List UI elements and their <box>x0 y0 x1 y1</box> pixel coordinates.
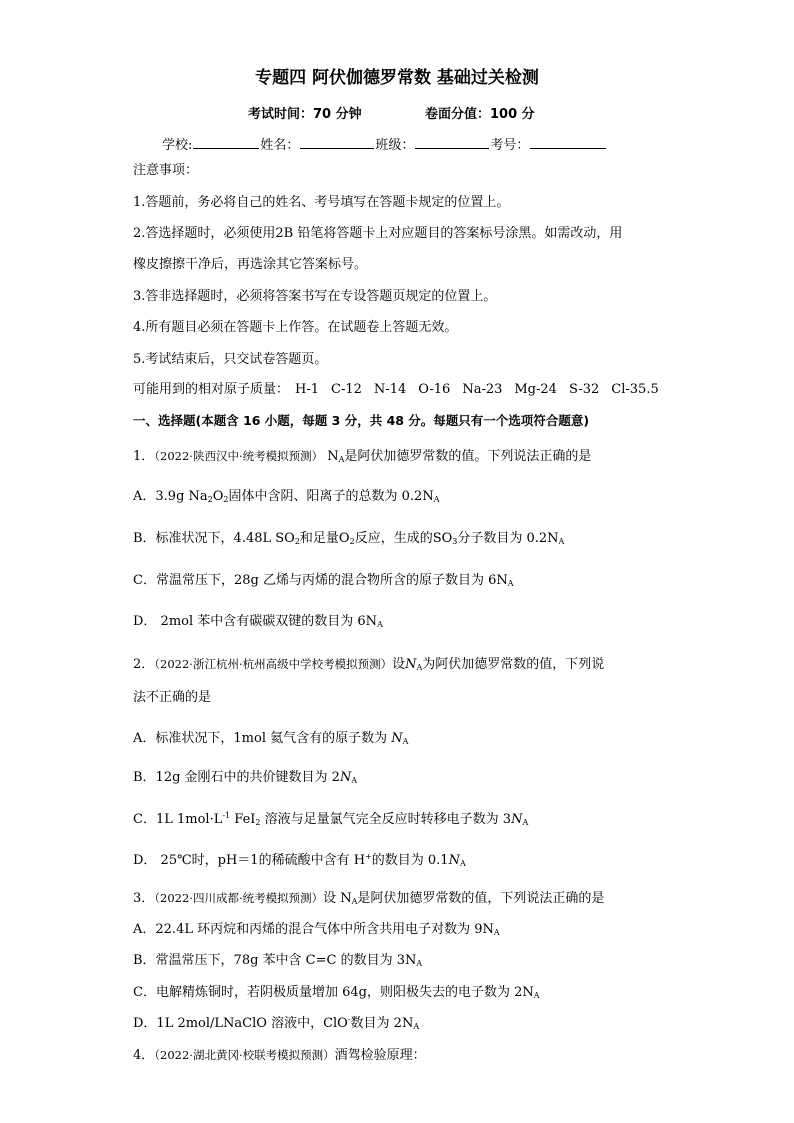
subscript: A <box>351 776 358 785</box>
option-text: D． 2mol 苯中含有碳碳双键的数目为 6N <box>133 614 378 629</box>
question-text: 是阿伏加德罗常数的值。下列说法正确的是 <box>344 449 592 464</box>
question-text: 设 <box>392 657 406 672</box>
atomic-mass-line <box>133 382 671 398</box>
subscript: 2 <box>294 537 300 546</box>
page-title: 专题四 阿伏伽德罗常数 基础过关检测 <box>255 68 539 88</box>
option-B <box>133 770 357 786</box>
atomic-mass-item: Cl-35.5 <box>611 382 659 397</box>
option-text: FeI <box>230 812 256 827</box>
question-text: 是阿伏加德罗常数的值，下列说法正确的是 <box>357 891 605 906</box>
option-text: C．1L 1mol·L <box>133 812 223 827</box>
subscript: A <box>533 991 540 1000</box>
question-number: 1． <box>133 449 155 464</box>
question-number: 3． <box>133 891 155 906</box>
atomic-mass-item: Mg-24 <box>514 382 557 397</box>
option-text: 和足量O <box>299 531 350 546</box>
subscript: 3 <box>452 537 458 546</box>
name-blank <box>300 136 374 149</box>
subscript: A <box>433 495 440 504</box>
option-text: 固体中含阴、阳离子的总数为 0.2N <box>228 489 434 504</box>
subscript: A <box>522 818 529 827</box>
subscript: 2 <box>349 537 355 546</box>
subscript: A <box>351 897 358 906</box>
notice-item: 3.答非选择题时，必须将答案书写在专设答题页规定的位置上。 <box>133 289 497 304</box>
option-text: D．1L 2mol/LNaClO 溶液中，ClO <box>133 1016 348 1031</box>
question-source: （2022·浙江杭州·杭州高级中学校考模拟预测） <box>154 657 393 671</box>
question-number: 4． <box>133 1048 155 1063</box>
option-B <box>133 953 422 969</box>
atomic-mass-item: N-14 <box>373 382 407 397</box>
option-C <box>133 573 514 589</box>
superscript: - <box>347 1015 351 1024</box>
option-C <box>133 985 540 1001</box>
symbol: N <box>327 449 339 464</box>
option-text: B．12g 金刚石中的共价键数目为 2 <box>133 770 340 785</box>
section-heading: 一、选择题(本题含 16 小题，每题 3 分，共 48 分。每题只有一个选项符合题意) <box>133 413 590 428</box>
subscript: 2 <box>207 495 213 504</box>
notice-item: 4.所有题目必须在答题卡上作答。在试题卷上答题无效。 <box>133 320 458 335</box>
symbol: N <box>405 657 417 672</box>
option-text: A．标准状况下，1mol 氦气含有的原子数为 <box>133 731 388 746</box>
question-source: （2022·四川成都·统考模拟预测） <box>154 891 324 905</box>
subscript: A <box>493 928 500 937</box>
school-label: 学校: <box>162 138 193 153</box>
subscript: 2 <box>223 495 229 504</box>
option-text: A．22.4L 环丙烷和丙烯的混合气体中所含共用电子对数为 9N <box>133 922 494 937</box>
option-text: C．电解精炼铜时，若阴极质量增加 64g，则阳极失去的电子数为 2N <box>133 985 534 1000</box>
option-text: B．常温常压下，78g 苯中含 C=C 的数目为 3N <box>133 953 417 968</box>
option-text: 溶液与足量氯气完全反应时转移电子数为 3 <box>260 812 512 827</box>
option-A: A．3.9g $Na_2O_2$固体中含阴、阳离子的总数为 $0.2N_A$ <box>133 489 440 504</box>
subscript: A <box>338 455 345 464</box>
question-3-stem <box>133 890 604 907</box>
superscript: + <box>365 852 372 861</box>
exam-time: 考试时间：70 分钟 <box>248 107 362 122</box>
option-B <box>133 531 564 547</box>
option-D <box>133 614 383 630</box>
notice-item: 橡皮擦擦干净后，再选涂其它答案标号。 <box>133 257 368 272</box>
subscript: A <box>402 737 409 746</box>
class-blank <box>415 136 489 149</box>
question-number: 2． <box>133 657 155 672</box>
atomic-mass-item: H-1 <box>295 382 320 397</box>
question-2-stem-cont: 法不正确的是 <box>133 690 212 705</box>
option-text: A．3.9g Na <box>133 489 208 504</box>
school-blank <box>193 136 259 149</box>
option-D <box>133 853 466 869</box>
student-info-line <box>162 136 607 154</box>
question-2-stem <box>133 656 604 673</box>
atomic-mass-label: 可能用到的相对原子质量： <box>133 382 290 397</box>
option-text: 的数目为 0.1 <box>371 853 449 868</box>
notice-item: 5.考试结束后，只交试卷答题页。 <box>133 352 328 367</box>
notice-heading: 注意事项： <box>133 163 199 178</box>
atomic-mass-item: C-12 <box>331 382 362 397</box>
question-text: 酒驾检验原理： <box>334 1048 426 1063</box>
name-label: 姓名： <box>260 138 300 153</box>
number-label: 考号： <box>490 138 530 153</box>
notice-item: 1.答题前，务必将自己的姓名、考号填写在答题卡规定的位置上。 <box>133 195 510 210</box>
option-A <box>133 922 500 938</box>
option-text: 分子数目为 0.2N <box>457 531 559 546</box>
number-blank <box>530 136 606 149</box>
atomic-mass-item: Na-23 <box>462 382 503 397</box>
option-A <box>133 731 408 747</box>
superscript: -1 <box>222 811 231 820</box>
full-score: 卷面分值：100 分 <box>425 107 535 122</box>
subscript: A <box>413 1022 420 1031</box>
option-text: 数目为 2N <box>350 1016 414 1031</box>
subscript: 2 <box>255 818 261 827</box>
notice-item: 2.答选择题时，必须使用2B 铅笔将答题卡上对应题目的答案标号涂黑。如需改动，用 <box>133 226 623 241</box>
question-4-stem <box>133 1047 426 1064</box>
option-C <box>133 812 528 828</box>
atomic-mass-item: S-32 <box>568 382 600 397</box>
question-text: 设 N <box>323 891 352 906</box>
class-label: 班级： <box>375 138 415 153</box>
subscript: A <box>416 663 423 672</box>
subscript: A <box>558 537 565 546</box>
symbol: N <box>339 770 352 785</box>
question-1-stem <box>133 448 591 465</box>
option-text: C．常温常压下，28g 乙烯与丙烯的混合物所含的原子数目为 6N <box>133 573 508 588</box>
symbol: N <box>448 853 460 868</box>
symbol: N <box>511 812 523 827</box>
question-source: （2022·陕西汉中·统考模拟预测） <box>154 449 324 463</box>
subscript: A <box>507 579 514 588</box>
option-text: B．标准状况下，4.48L SO <box>133 531 295 546</box>
question-source: （2022·湖北黄冈·校联考模拟预测） <box>154 1048 335 1062</box>
atomic-mass-item: O-16 <box>418 382 451 397</box>
option-D <box>133 1016 419 1032</box>
subscript: A <box>416 959 423 968</box>
symbol: N <box>391 731 403 746</box>
option-text: 反应，生成的SO <box>354 531 453 546</box>
question-text: 为阿伏加德罗常数的值，下列说 <box>422 657 605 672</box>
subscript: A <box>377 620 383 629</box>
option-text: D． 25℃时，pH＝1的稀硫酸中含有 H <box>133 853 366 868</box>
subscript: A <box>459 859 466 868</box>
